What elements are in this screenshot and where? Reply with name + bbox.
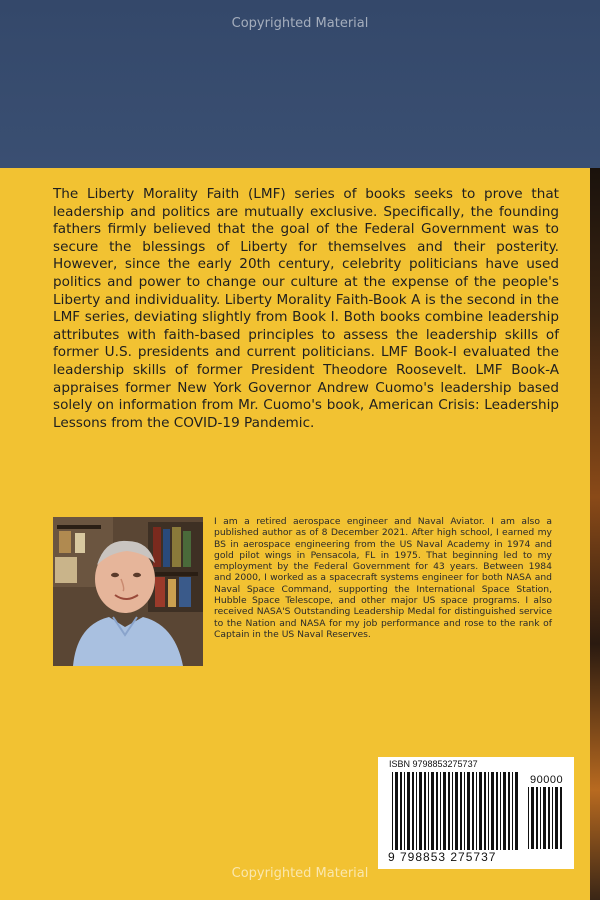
book-description: The Liberty Morality Faith (LMF) series of books seeks to prove that leadership and politics are mutually exclusive. Specifically, the founding fathers firmly believed that the goal of the Federal Government was to secure the blessings of Liberty for themselves and their posterity. However, since the early 20th century, celebrity politicians have used politics and power to change our culture at the expense of the people's Liberty and individuality. Liberty Morality Faith-Book A is the second in the LMF series, deviating slightly from Book I. Both books combine leadership attributes with faith-based principles to assess the leadership skills of former U.S. presidents and current politicians. LMF Book-I evaluated the leadership skills of former President Theodore Roosevelt. LMF Book-A appraises former New York Governor Andrew Cuomo's leadership based solely on information from Mr. Cuomo's book, American Crisis: Leadership Lessons from the COVID-19 Pandemic. bbox=[53, 186, 559, 431]
barcode-bar bbox=[548, 787, 550, 849]
barcode-bar bbox=[424, 772, 426, 850]
barcode-bar bbox=[512, 772, 513, 850]
barcode-bar bbox=[412, 772, 414, 850]
author-photo bbox=[53, 517, 203, 666]
barcode-bar bbox=[476, 772, 477, 850]
barcode-bar bbox=[500, 772, 501, 850]
barcode-bar bbox=[452, 772, 453, 850]
barcode-bar bbox=[508, 772, 510, 850]
barcode-bar bbox=[472, 772, 474, 850]
barcode-bar bbox=[448, 772, 450, 850]
right-edge-image-strip bbox=[590, 168, 600, 900]
barcode-bar bbox=[419, 772, 422, 850]
barcode-bar bbox=[440, 772, 441, 850]
barcode-bar bbox=[479, 772, 482, 850]
barcode-bar bbox=[555, 787, 558, 849]
barcode-bar bbox=[428, 772, 429, 850]
barcode-bar bbox=[392, 772, 393, 850]
isbn-digits: 9 798853 275737 bbox=[388, 850, 497, 864]
barcode-bar bbox=[540, 787, 541, 849]
barcode-bar bbox=[395, 772, 398, 850]
barcode-bar bbox=[404, 772, 405, 850]
barcode-bar bbox=[491, 772, 494, 850]
barcode-bar bbox=[407, 772, 410, 850]
barcode-bar bbox=[496, 772, 498, 850]
barcode-bar bbox=[515, 772, 518, 850]
copyright-watermark-top: Copyrighted Material bbox=[231, 16, 369, 31]
barcode-bar bbox=[460, 772, 462, 850]
price-code: 90000 bbox=[530, 774, 564, 786]
barcode-bar bbox=[484, 772, 486, 850]
barcode-bar bbox=[455, 772, 458, 850]
barcode-bar bbox=[416, 772, 417, 850]
barcode-bar bbox=[503, 772, 506, 850]
barcode-bar bbox=[552, 787, 553, 849]
author-bio: I am a retired aerospace engineer and Naval Aviator. I am also a published author as of 8 December 2021. After high school, I earned my BS in aerospace engineering from the US Naval Academy in 1974 and gold pilot wings in Pensacola, FL in 1975. That beginning led to my employment by the Federal Government for 43 years. Between 1984 and 2000, I worked as a spacecraft systems engineer for both NASA and Naval Space Command, supporting the International Space Station, Hubble Space Telescope, and other major US space programs. I also received NASA'S Outstanding Leadership Medal for distinguished service to the Nation and NASA for my job performance and rose to the rank of Captain in the US Naval Reserves. bbox=[214, 516, 552, 640]
barcode-bar bbox=[560, 787, 562, 849]
barcode-bar bbox=[488, 772, 489, 850]
barcode-bar bbox=[431, 772, 434, 850]
barcode-bar bbox=[543, 787, 546, 849]
author-portrait-image bbox=[53, 517, 203, 666]
copyright-watermark-bottom: Copyrighted Material bbox=[231, 866, 369, 881]
barcode-bar bbox=[536, 787, 538, 849]
barcode-bar bbox=[400, 772, 402, 850]
barcode-bar bbox=[531, 787, 534, 849]
barcode-bar bbox=[467, 772, 470, 850]
barcode-bar bbox=[443, 772, 446, 850]
isbn-label: ISBN 9798853275737 bbox=[389, 759, 478, 769]
barcode-bar bbox=[464, 772, 465, 850]
barcode-bar bbox=[436, 772, 438, 850]
isbn-barcode-panel bbox=[378, 757, 574, 869]
barcode-bar bbox=[528, 787, 529, 849]
